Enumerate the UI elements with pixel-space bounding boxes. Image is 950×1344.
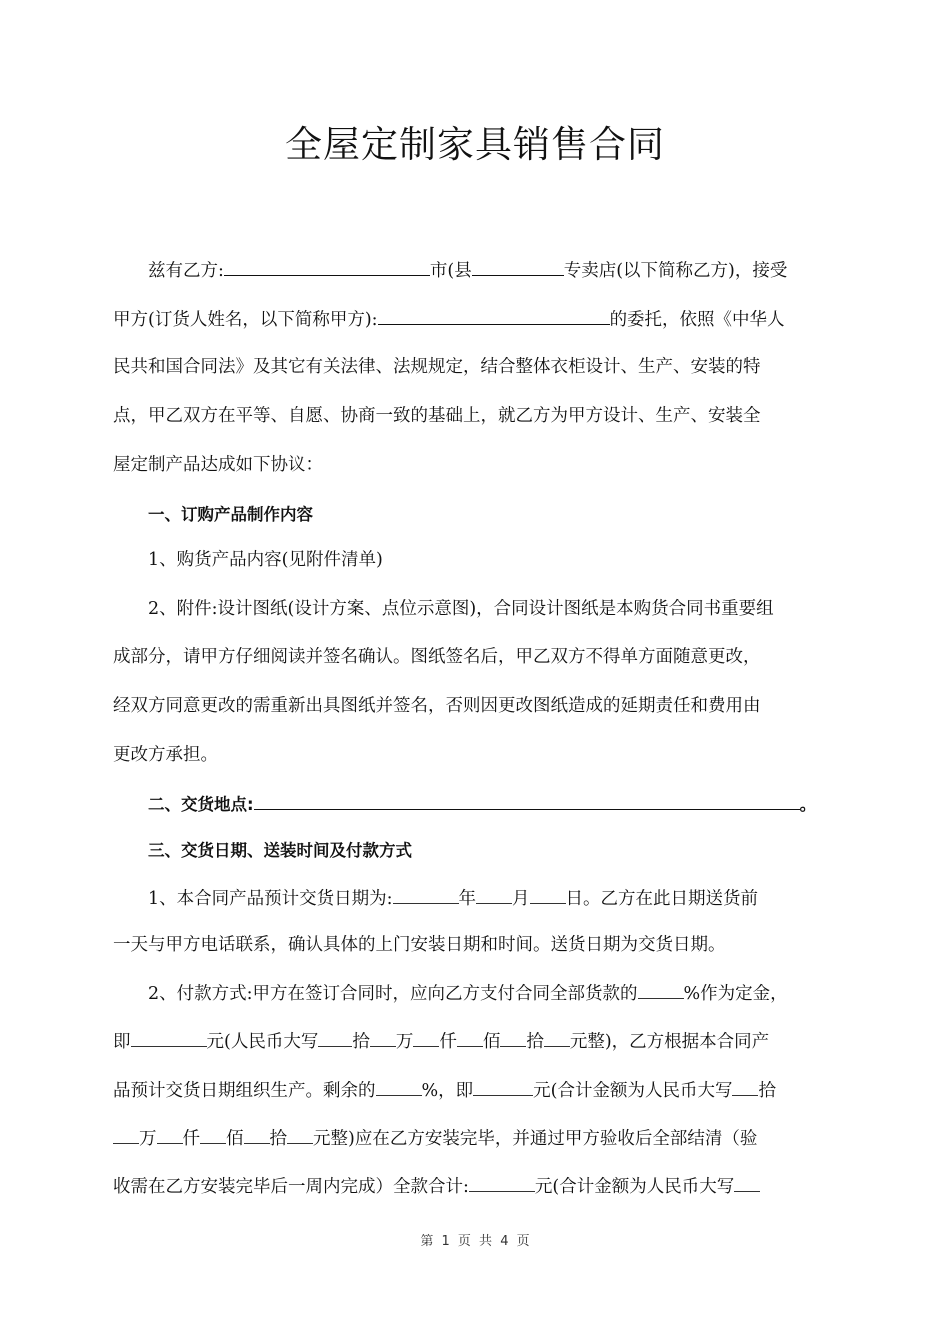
delivery-location-blank[interactable] <box>254 791 800 810</box>
page-footer: 第 1 页 共 4 页 <box>420 1234 530 1249</box>
remaining-shi-wan-blank[interactable] <box>732 1077 758 1096</box>
unit-label: 拾 <box>352 1032 370 1052</box>
intro-line-3: 民共和国合同法》及其它有关法律、法规规定，结合整体衣柜设计、生产、安装的特 <box>113 357 761 377</box>
section1-item2-line1: 2、附件:设计图纸(设计方案、点位示意图)，合同设计图纸是本购货合同书重要组 <box>148 599 774 619</box>
section3-text: 元(合计金额为人民币大写 <box>534 1177 735 1197</box>
section3-text: 品预计交货日期组织生产。剩余的 <box>113 1081 376 1101</box>
remaining-qian-blank[interactable] <box>157 1125 183 1144</box>
deposit-shi-wan-blank[interactable] <box>318 1028 352 1047</box>
buyer-name-blank[interactable] <box>378 306 610 325</box>
unit-label: 拾 <box>269 1129 287 1149</box>
section1-heading: 一、订购产品制作内容 <box>148 505 313 524</box>
month-label: 月 <box>512 889 530 909</box>
remaining-percent-blank[interactable] <box>376 1077 422 1096</box>
unit-label: 佰 <box>226 1129 244 1149</box>
deposit-amount-blank[interactable] <box>131 1028 207 1047</box>
intro-text: 市(县 <box>429 261 472 281</box>
section2-end: 。 <box>799 795 817 814</box>
section3-item2-line5 <box>113 1173 838 1199</box>
deposit-shi-blank[interactable] <box>500 1028 526 1047</box>
year-label: 年 <box>458 889 477 909</box>
unit-label: 仟 <box>182 1129 200 1149</box>
intro-line-1 <box>148 257 838 283</box>
unit-label: 佰 <box>482 1032 501 1052</box>
section3-text: %作为定金， <box>683 984 788 1004</box>
document-title: 全屋定制家具销售合同 <box>285 123 665 166</box>
unit-label: 仟 <box>439 1032 457 1052</box>
section3-text: 应在乙方安装完毕，并通过甲方验收后全部结清（验 <box>354 1129 758 1149</box>
intro-text: 甲方(订货人姓名，以下简称甲方): <box>113 310 378 330</box>
section1-item2-line3: 经双方同意更改的需重新出具图纸并签名，否则因更改图纸造成的延期责任和费用由 <box>113 696 761 716</box>
intro-text: 专卖店(以下简称乙方)，接受 <box>563 261 788 281</box>
unit-label: 元整) <box>313 1129 355 1149</box>
remaining-wan-blank[interactable] <box>113 1125 139 1144</box>
section3-text: 即 <box>113 1032 131 1052</box>
deposit-qian-blank[interactable] <box>413 1028 439 1047</box>
section3-item2-line4 <box>113 1125 838 1151</box>
remaining-yuan-blank[interactable] <box>287 1125 313 1144</box>
deposit-bai-blank[interactable] <box>457 1028 483 1047</box>
section3-item1-line1 <box>148 885 838 911</box>
county-blank[interactable] <box>472 257 564 276</box>
delivery-day-blank[interactable] <box>530 885 566 904</box>
section3-text: 元(人民币大写 <box>206 1032 319 1052</box>
intro-line-4: 点，甲乙双方在平等、自愿、协商一致的基础上，就乙方为甲方设计、生产、安装全 <box>113 406 761 426</box>
deposit-percent-blank[interactable] <box>638 980 684 999</box>
seller-name-blank[interactable] <box>224 257 430 276</box>
unit-label: 拾 <box>758 1081 776 1101</box>
section3-item2-line1 <box>148 980 838 1006</box>
total-amount-blank[interactable] <box>469 1173 535 1192</box>
unit-label: 万 <box>395 1032 414 1052</box>
section2-heading: 二、交货地点: <box>148 795 254 814</box>
unit-label: 拾 <box>526 1032 544 1052</box>
section3-text: 收需在乙方安装完毕后一周内完成）全款合计: <box>113 1177 469 1197</box>
intro-line-5: 屋定制产品达成如下协议： <box>113 455 323 475</box>
remaining-amount-blank[interactable] <box>473 1077 533 1096</box>
section2-line <box>148 791 838 817</box>
delivery-year-blank[interactable] <box>393 885 459 904</box>
total-amount-words-blank[interactable] <box>734 1173 760 1192</box>
section3-text: %，即 <box>421 1081 474 1101</box>
section3-text: 2、付款方式:甲方在签订合同时，应向乙方支付合同全部货款的 <box>148 984 638 1004</box>
deposit-wan-blank[interactable] <box>370 1028 396 1047</box>
section1-item2-line4: 更改方承担。 <box>113 745 218 765</box>
unit-label: 万 <box>139 1129 157 1149</box>
section3-text: 1、本合同产品预计交货日期为: <box>148 889 393 909</box>
unit-label: 元整) <box>569 1032 612 1052</box>
remaining-shi-blank[interactable] <box>244 1125 270 1144</box>
deposit-yuan-blank[interactable] <box>544 1028 570 1047</box>
intro-line-2 <box>113 306 838 332</box>
remaining-bai-blank[interactable] <box>200 1125 226 1144</box>
delivery-month-blank[interactable] <box>476 885 512 904</box>
section3-text: ，乙方根据本合同产 <box>611 1032 770 1052</box>
section3-item2-line2 <box>113 1028 838 1054</box>
section3-text: 元(合计金额为人民币大写 <box>533 1081 733 1101</box>
section3-item2-line3 <box>113 1077 838 1103</box>
section1-item2-line2: 成部分，请甲方仔细阅读并签名确认。图纸签名后，甲乙双方不得单方面随意更改， <box>113 647 761 667</box>
intro-text: 兹有乙方: <box>148 261 224 281</box>
section3-heading: 三、交货日期、送装时间及付款方式 <box>148 841 412 860</box>
section3-text: 日。乙方在此日期送货前 <box>565 889 759 909</box>
intro-text: 的委托，依照《中华人 <box>609 310 785 330</box>
section1-item1: 1、购货产品内容(见附件清单) <box>148 550 383 570</box>
section3-item1-line2: 一天与甲方电话联系，确认具体的上门安装日期和时间。送货日期为交货日期。 <box>113 935 726 955</box>
